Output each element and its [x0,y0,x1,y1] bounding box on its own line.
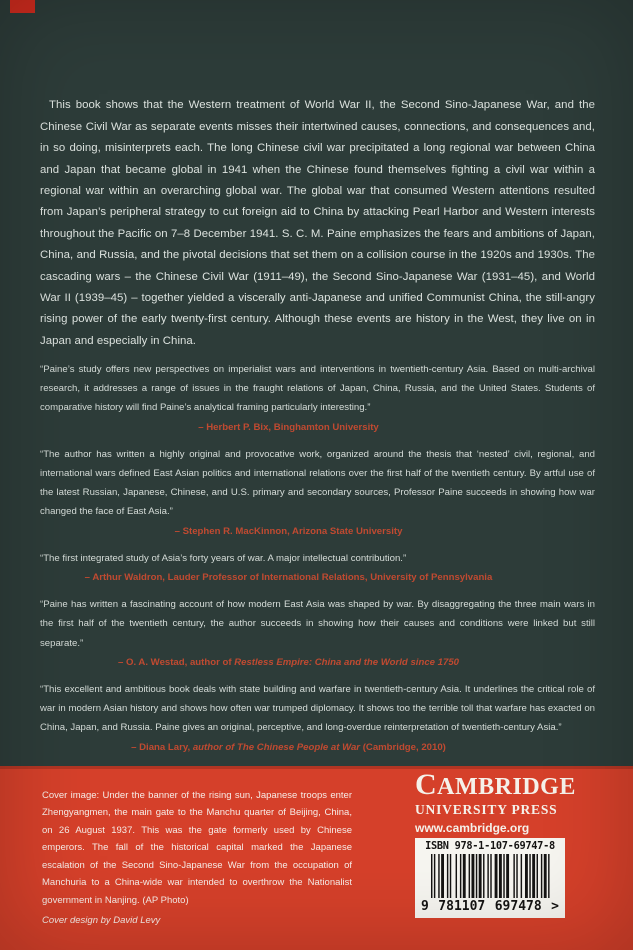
attribution-text: – O. A. Westad, author of [117,656,235,668]
quote-text: “Paine has written a fascinating account of how modern East Asia was shaped by war. By disaggregating the three main wars in the first half of the twentieth century, the author succeeds in showing how their causes and conditions were linked but still separate.” [40,599,595,649]
publisher-imprint: UNIVERSITY PRESS [415,802,558,817]
quote-attribution [40,653,595,672]
cover-design-credit: Cover design by David Levy [42,914,161,926]
isbn-digit-group2: 697478 [494,899,542,914]
attribution-book-title: Restless Empire: China and the World since 1750 [234,656,460,668]
review-quotes-list [40,360,595,765]
quote-attribution [40,522,595,541]
isbn-label: ISBN 978-1-107-69747-8 [425,840,555,852]
attribution-suffix: (Cambridge, 2010) [360,741,446,753]
quote-attribution [40,568,595,587]
publisher-logo [415,768,576,835]
quote-attribution [40,418,595,437]
review-quote [40,360,595,437]
quote-text: “This excellent and ambitious book deals with state building and warfare in twentieth-century Asia. It underlines the critical role of war in modern Asian history and shows how often war trumped diplomacy. It shows too the terrible toll that warfare has exacted on China, Japan, and Russia. Paine gives an original, perceptive, and long-overdue reinterpretation of twentieth-century Asia.” [40,684,595,734]
isbn-digit-lead: 9 [421,899,429,914]
publisher-name: CAMBRIDGE [415,768,576,801]
isbn-block [415,838,565,918]
publisher-url: www.cambridge.org [415,821,530,835]
spine-red-tab [10,0,35,13]
barcode-end-arrow: > [551,899,559,914]
barcode-icon [431,854,551,898]
review-quote [40,445,595,541]
attribution-text: – Stephen R. MacKinnon, Arizona State University [174,525,403,537]
attribution-text: – Arthur Waldron, Lauder Professor of International Relations, University of Pennsylvania [84,572,493,584]
book-blurb-paragraph: This book shows that the Western treatment of World War II, the Second Sino-Japanese War, and the Chinese Civil War as separate events misses their intertwined causes, connections, and consequences and, in so doing, misinterprets each. The long Chinese civil war precipitated a long regional war between China and Japan that became global in 1941 when the Chinese found themselves fighting a civil war within a regional war within an overarching global war. The global war that consumed Western attentions resulted from Japan’s peripheral strategy to cut foreign aid to China by attacking Pearl Harbor and Western interests throughout the Pacific on 7–8 December 1941. S. C. M. Paine emphasizes the fears and ambitions of Japan, China, and Russia, and the pivotal decisions that set them on a collision course in the 1920s and 1930s. The cascading wars – the Chinese Civil War (1911–49), the Second Sino-Japanese War (1931–45), and World War II (1939–45) – together yielded a viscerally anti-Japanese and unified Communist China, the still-angry rising power of the early twenty-first century. Although these events are history in the West, they live on in Japan and especially in China. [40,99,595,347]
quote-text: “The first integrated study of Asia’s forty years of war. A major intellectual contribution.” [40,552,407,564]
cover-image-caption: Cover image: Under the banner of the rising sun, Japanese troops enter Zhengyangmen, the main gate to the Manchu quarter of Beijing, China, on 26 August 1937. This was the gate formerly used by Chinese emperors. The fall of the historical capital marked the Japanese escalation of the Second Sino-Japanese War from the occupation of Manchuria to a China-wide war intended to overthrow the Nationalist government in Nanjing. (AP Photo) [42,789,352,907]
attribution-text: – Herbert P. Bix, Binghamton University [198,421,379,433]
attribution-text: – Diana Lary, [131,741,193,753]
bottom-red-band [0,766,633,950]
review-quote [40,595,595,672]
review-quote [40,549,595,587]
quote-text: “The author has written a highly original and provocative work, organized around the thesis that ‘nested’ civil, regional, and international wars defined East Asian politics and international relations over the first half of the twentieth century. By artful use of the latest Russian, Japanese, Chinese, and U.S. primary and secondary sources, Professor Paine succeeds in showing how war changed the face of East Asia.” [40,448,595,518]
quote-attribution [40,738,595,757]
isbn-digits [421,899,559,914]
quote-text: “Paine’s study offers new perspectives on imperialist wars and interventions in twentieth-century Asia. Based on multi-archival research, it addresses a range of issues in the fraught relations of Japan, China, Russia, and the United States. Students of comparative history will find Paine’s analytical framing particularly interesting.” [40,364,595,414]
review-quote [40,680,595,757]
isbn-digit-group1: 781107 [438,899,486,914]
attribution-book-title: author of The Chinese People at War [192,741,361,753]
